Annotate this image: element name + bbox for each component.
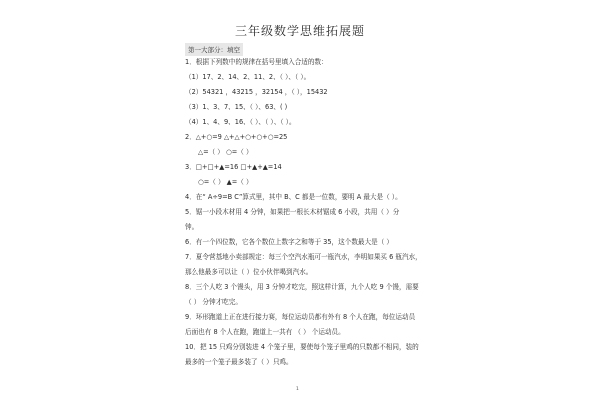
section-header: 第一大部分：填空	[185, 43, 243, 56]
text-line: （3）1、3、7、15、（ ）、63、( )	[185, 103, 288, 111]
text-line: （4）1、4、9、16、（ ）、（ ）、（ ）。	[185, 118, 296, 126]
text-line: 9．环形跑道上正在进行接力赛，每位运动员都有外有 8 个人在跑，每位运动员	[185, 313, 416, 321]
text-line: 3．□+□+▲=16 □+▲+▲=14	[185, 163, 282, 171]
text-line: 2．△+○=9 △+△+○+○+○=25	[185, 133, 288, 141]
text-line: ○=（ ） ▲=（ ）	[198, 178, 253, 186]
text-line: 1．根据下列数中的规律在括号里填入合适的数：	[185, 58, 328, 66]
text-line: （ ） 分钟才吃完。	[185, 298, 242, 306]
text-line: （2）54321 ，43215 ，32154 ，（ ），15432	[185, 88, 328, 96]
text-line: 那么他最多可以让（ ）位小伙伴喝到汽水。	[185, 268, 313, 276]
page-title: 三年级数学思维拓展题	[234, 24, 365, 38]
text-line: （1）17、2、14、2、11、2、（ ）、（ ）。	[185, 73, 311, 81]
text-line: 10．把 15 只鸡分别装进 4 个笼子里，要使每个笼子里鸡的只数都不相同，装的	[185, 343, 419, 351]
text-line: 4．在“ A÷9=B C”算式里，其中 B、C 都是一位数，要明 A 最大是（ ）。	[185, 193, 402, 201]
text-line: 8．三个人吃 3 个馒头，用 3 分钟才吃完，照这样计算，九个人吃 9 个馒，需要	[185, 283, 419, 291]
text-line: 最多的一个笼子最多装了（ ）只鸡。	[185, 358, 293, 366]
page-number: 1	[296, 387, 299, 392]
text-line: △=（ ） ○=（ ）	[198, 148, 253, 156]
text-line: 后面也有 8 个人在跑，跑道上一共有 （ ） 个运动员。	[185, 328, 345, 336]
text-line: 6．有一个四位数，它各个数位上数字之和等于 35，这个数最大是（ ）	[185, 238, 393, 246]
text-line: 钟。	[185, 223, 199, 231]
text-line: 7．夏令营基地小卖部规定：每三个空汽水瓶可一瓶汽水，李明如果买 6 瓶汽水，	[185, 253, 422, 261]
text-line: 5．锯一小段木材用 4 分钟，如果把一根长木材锯成 6 小段，共用（ ）分	[185, 208, 400, 216]
